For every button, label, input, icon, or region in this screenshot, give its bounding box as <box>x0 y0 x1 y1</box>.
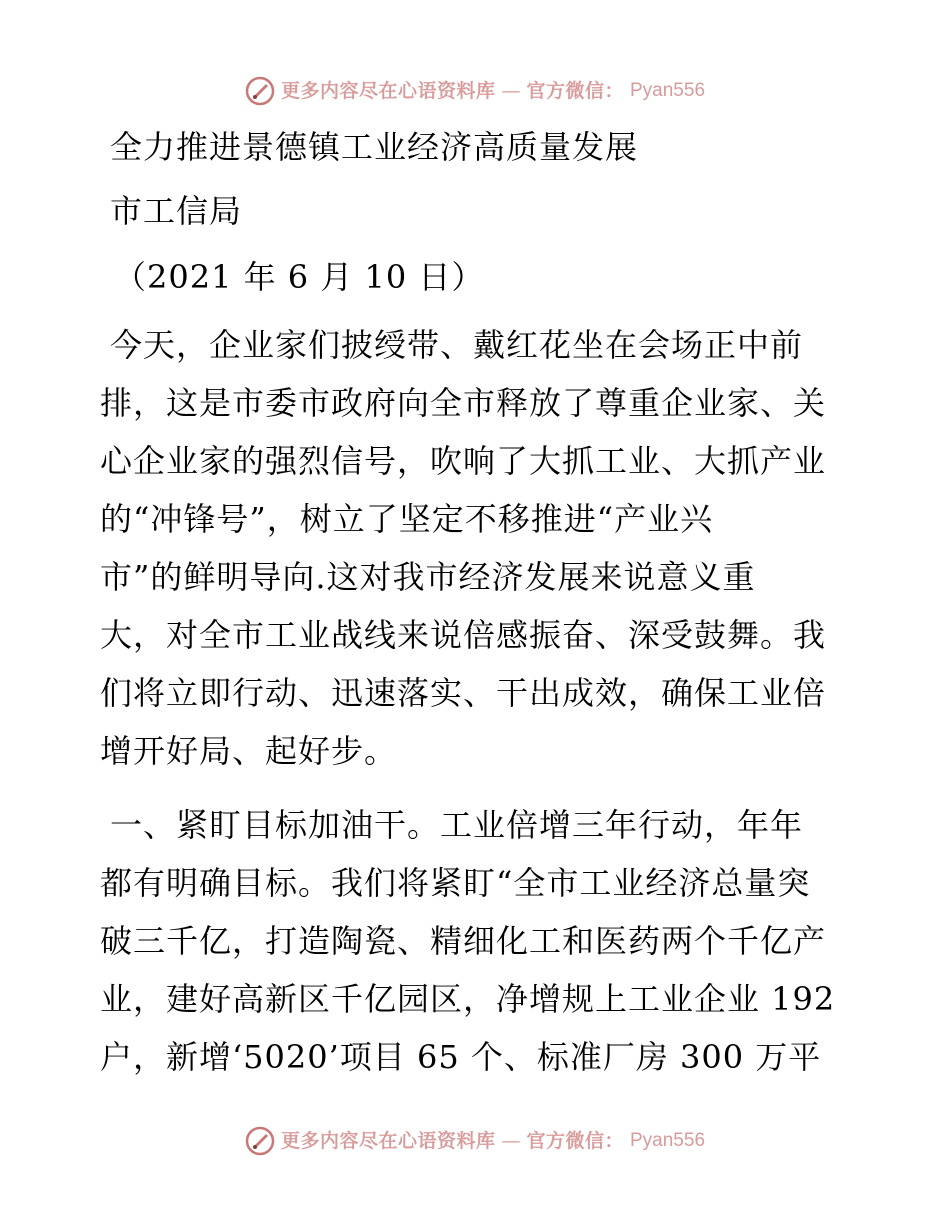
paragraph-line: 增开好局、起好步。 <box>100 732 398 770</box>
watermark-separator: — <box>501 1130 521 1152</box>
paragraph-1 <box>100 316 870 780</box>
paragraph-line: 业，建好高新区千亿园区，净增规上工业企业 192 <box>100 980 836 1018</box>
paragraph-line: 户，新增‘5020’项目 65 个、标准厂房 300 万平 <box>100 1038 822 1076</box>
paragraph-line: 排，这是市委市政府向全市释放了尊重企业家、关 <box>100 384 827 422</box>
document-author: 市工信局 <box>110 192 243 230</box>
paragraph-2 <box>100 796 870 1086</box>
paragraph-line: 大，对全市工业战线来说倍感振奋、深受鼓舞。我 <box>100 616 827 654</box>
watermark-official: 官方微信： <box>526 80 624 102</box>
logo-icon <box>245 1126 275 1156</box>
document-body <box>100 118 870 1086</box>
watermark-text: 更多内容尽在心语资料库 <box>280 80 496 102</box>
document-title: 全力推进景德镇工业经济高质量发展 <box>110 128 639 166</box>
paragraph-line: 一、紧盯目标加油干。工业倍增三年行动，年年 <box>110 806 804 844</box>
paragraph-line: 今天，企业家们披绶带、戴红花坐在会场正中前 <box>110 326 804 364</box>
watermark-id: Pyan556 <box>630 80 706 101</box>
footer-watermark <box>0 1126 950 1156</box>
header-watermark <box>0 76 950 106</box>
paragraph-line: 的“冲锋号”，树立了坚定不移推进“产业兴 <box>100 500 714 538</box>
paragraph-line: 破三千亿，打造陶瓷、精细化工和医药两个千亿产 <box>100 922 827 960</box>
paragraph-line: 们将立即行动、迅速落实、干出成效，确保工业倍 <box>100 674 827 712</box>
paragraph-line: 心企业家的强烈信号，吹响了大抓工业、大抓产业 <box>100 442 827 480</box>
paragraph-line: 都有明确目标。我们将紧盯“全市工业经济总量突 <box>100 864 811 902</box>
watermark-official: 官方微信： <box>526 1130 624 1152</box>
logo-icon <box>245 76 275 106</box>
paragraph-line: 市”的鲜明导向.这对我市经济发展来说意义重 <box>100 558 756 596</box>
document-date: （2021 年 6 月 10 日） <box>114 258 485 296</box>
watermark-text: 更多内容尽在心语资料库 <box>280 1130 496 1152</box>
watermark-separator: — <box>501 80 521 102</box>
watermark-id: Pyan556 <box>630 1130 706 1151</box>
